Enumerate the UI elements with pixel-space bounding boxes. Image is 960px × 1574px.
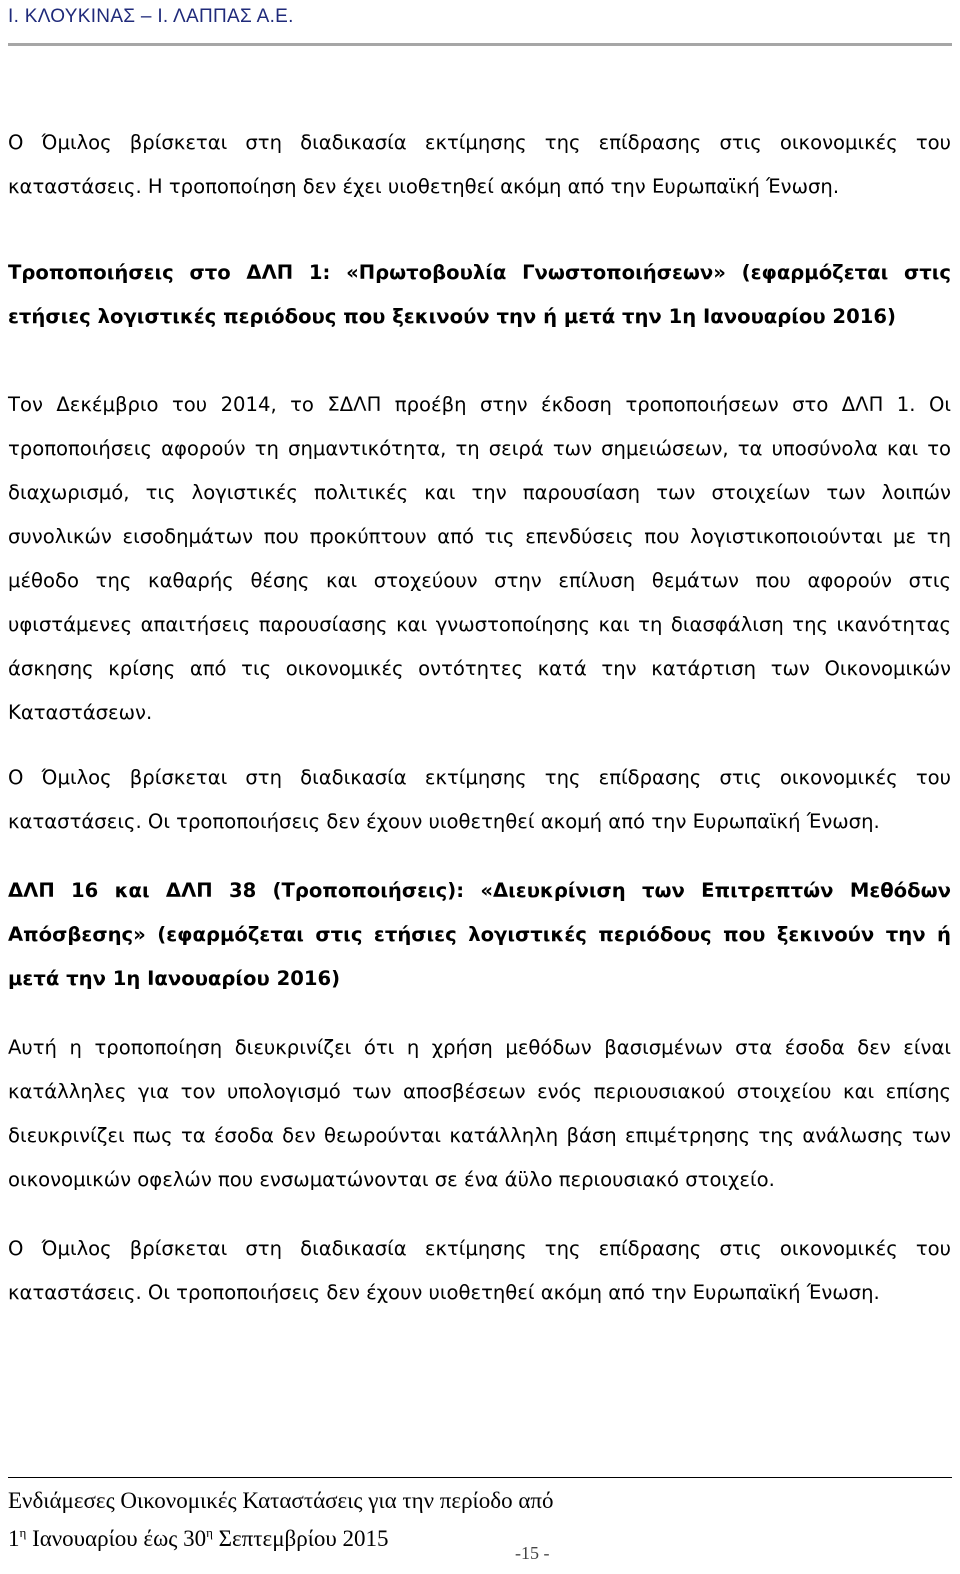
- paragraph-text: Αυτή η τροποποίηση διευκρινίζει ότι η χρήση μεθόδων βασισμένων στα έσοδα δεν είναι κατάλληλες για τον υπολογισμό των αποσβέσεων ενός περιουσιακού στοιχείου και επίσης διευκρινίζει πως τα έσοδα δεν θεωρούνται κατάλληλη βάση επιμέτρησης της ανάλωσης των οικονομικών οφελών που ενσωματώνονται σε ένα άϋλο περιουσιακό στοιχείο.: [8, 1036, 951, 1191]
- footer-line-1: Ενδιάμεσες Οικονομικές Καταστάσεις για την περίοδο από: [8, 1488, 554, 1513]
- paragraph-text: Ο Όμιλος βρίσκεται στη διαδικασία εκτίμησης της επίδρασης στις οικονομικές του καταστάσεις. Η τροποποίηση δεν έχει υιοθετηθεί ακόμη από την Ευρωπαϊκή Ένωση.: [8, 131, 951, 198]
- paragraph-text: Τον Δεκέμβριο του 2014, το ΣΔΛΠ προέβη στην έκδοση τροποποιήσεων στο ΔΛΠ 1. Οι τροποποιήσεις αφορούν τη σημαντικότητα, τη σειρά των σημειώσεων, τα υποσύνολα και το διαχωρισμό, τις λογιστικές πολιτικές και την παρουσίαση των στοιχείων των λοιπών συνολικών εισοδημάτων που προκύπτουν από τις επενδύσεις που λογιστικοποιούνται με τη μέθοδο της καθαρής θέσης και στοχεύουν στην επίλυση θεμάτων που αφορούν στις υφιστάμενες απαιτήσεις παρουσίασης και γνωστοποίησης και τη διασφάλιση της ικανότητας άσκησης κρίσης από τις οικονομικές οντότητες κατά την κατάρτιση των Οικονομικών Καταστάσεων.: [8, 393, 951, 724]
- header-divider: [8, 43, 952, 46]
- paragraph-text: Ο Όμιλος βρίσκεται στη διαδικασία εκτίμησης της επίδρασης στις οικονομικές του καταστάσεις. Οι τροποποιήσεις δεν έχουν υιοθετηθεί ακόμη από την Ευρωπαϊκή Ένωση.: [8, 1237, 951, 1304]
- heading-ias16-ias38: [8, 869, 951, 1001]
- paragraph-text: Ο Όμιλος βρίσκεται στη διαδικασία εκτίμησης της επίδρασης στις οικονομικές του καταστάσεις. Οι τροποποιήσεις δεν έχουν υιοθετηθεί ακομή από την Ευρωπαϊκή Ένωση.: [8, 766, 951, 833]
- section-heading: Τροποποιήσεις στο ΔΛΠ 1: «Πρωτοβουλία Γνωστοποιήσεων» (εφαρμόζεται στις ετήσιες λογιστικές περιόδους που ξεκινούν την ή μετά την 1η Ιανουαρίου 2016): [8, 261, 951, 328]
- paragraph-assessment-1: [8, 121, 951, 209]
- paragraph-assessment-2: [8, 756, 951, 844]
- heading-ias1-amendments: [8, 251, 951, 339]
- document-footer: [8, 1485, 554, 1555]
- page-number: -15 -: [515, 1543, 550, 1563]
- paragraph-depreciation-details: [8, 1026, 951, 1202]
- document-header-company: Ι. ΚΛΟΥΚΙΝΑΣ – Ι. ΛΑΠΠΑΣ Α.Ε.: [8, 6, 294, 27]
- paragraph-ias1-details: [8, 383, 951, 735]
- section-heading: ΔΛΠ 16 και ΔΛΠ 38 (Τροποποιήσεις): «Διευκρίνιση των Επιτρεπτών Μεθόδων Απόσβεσης» (εφαρμόζεται στις ετήσιες λογιστικές περιόδους που ξεκινούν την ή μετά την 1η Ιανουαρίου 2016): [8, 879, 951, 990]
- paragraph-assessment-3: [8, 1227, 951, 1315]
- footer-divider: [8, 1477, 952, 1478]
- footer-line-2: $1^\eta$ Ιανουαρίου έως $30^\eta$ Σεπτεμβρίου 2015: [8, 1525, 389, 1551]
